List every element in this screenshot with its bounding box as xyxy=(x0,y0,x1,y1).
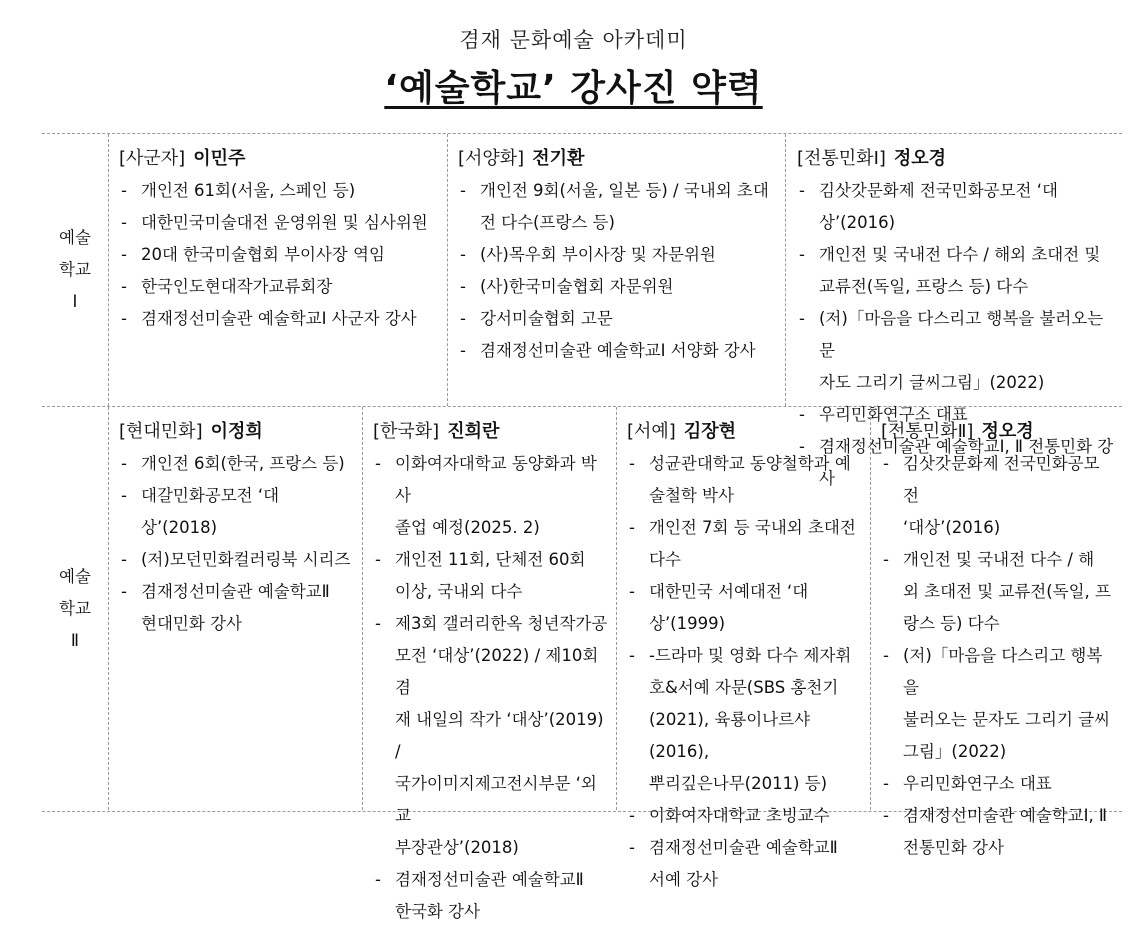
career-list xyxy=(119,175,439,335)
instructor-name: 김장현 xyxy=(683,421,736,442)
career-item: - 대한민국미술대전 운영위원 및 심사위원 xyxy=(119,207,439,239)
instructor-heading xyxy=(627,417,862,447)
instructor-category: [현대민화] xyxy=(119,421,203,442)
career-item: - 겸재정선미술관 예술학교Ⅱ 현대민화 강사 xyxy=(119,576,354,640)
career-item: - (사)한국미술협회 자문위원 xyxy=(458,271,777,303)
instructor-name: 전기환 xyxy=(532,148,585,169)
instructor-name: 정오경 xyxy=(893,148,947,169)
career-item: - 개인전 및 국내전 다수 / 해 외 초대전 및 교류전(독일, 프 랑스 등) 다수 xyxy=(881,544,1114,640)
instructor-cell xyxy=(871,407,1122,857)
career-item: - 강서미술협회 고문 xyxy=(458,303,777,335)
career-item: - 김삿갓문화제 전국민화공모전 ‘대상’(2016) xyxy=(797,175,1114,239)
instructor-category: [서양화] xyxy=(458,148,525,169)
career-item: - -드라마 및 영화 다수 제자휘 호&서예 자문(SBS 홍천기 (2021), 육룡이나르샤(2016), 뿌리깊은나무(2011) 등) xyxy=(627,640,862,800)
row-header-label: 예술 학교 Ⅱ xyxy=(59,566,91,650)
row-header-label: 예술 학교 Ⅰ xyxy=(59,228,91,311)
career-item: - 개인전 및 국내전 다수 / 해외 초대전 및 교류전(독일, 프랑스 등) 다수 xyxy=(797,239,1114,303)
career-item: - (저)모던민화컬러링북 시리즈 xyxy=(119,544,354,576)
career-item: - 개인전 6회(한국, 프랑스 등) xyxy=(119,448,354,480)
instructor-category: [서예] xyxy=(627,421,676,442)
career-item: - 우리민화연구소 대표 xyxy=(881,768,1114,800)
career-item: - 대한민국 서예대전 ‘대상’(1999) xyxy=(627,576,862,640)
instructor-heading xyxy=(119,144,439,174)
career-item: - (저)「마음을 다스리고 행복을 불러오는 문자도 그리기 글씨 그림」(2022) xyxy=(881,640,1114,768)
instructor-name: 이정희 xyxy=(210,421,263,442)
instructor-cell xyxy=(448,134,786,406)
instructor-cell xyxy=(109,134,448,406)
instructor-cell xyxy=(617,407,871,889)
career-item: - 우리민화연구소 대표 xyxy=(797,399,1114,431)
instructor-heading xyxy=(797,144,1114,174)
row-header xyxy=(42,407,109,810)
career-list xyxy=(881,448,1114,864)
career-item: - 겸재정선미술관 예술학교Ⅱ 한국화 강사 xyxy=(373,864,608,928)
career-item: - (저)「마음을 다스리고 행복을 불러오는 문 자도 그리기 글씨그림」(2022) xyxy=(797,303,1114,399)
career-item: - 20대 한국미술협회 부이사장 역임 xyxy=(119,239,439,271)
career-item: - 제3회 갤러리한옥 청년작가공 모전 ‘대상’(2022) / 제10회 겸 재 내일의 작가 ‘대상’(2019) / 국가이미지제고전시부문 ‘외교 부장관상’(2018) xyxy=(373,608,608,864)
career-item: - (사)목우회 부이사장 및 자문위원 xyxy=(458,239,777,271)
instructor-category: [전통민화Ⅰ] xyxy=(797,148,886,169)
instructor-table xyxy=(42,133,1122,921)
table-row-school-2 xyxy=(42,407,1122,921)
career-item: - 개인전 9회(서울, 일본 등) / 국내외 초대 전 다수(프랑스 등) xyxy=(458,175,777,239)
instructor-category: [전통민화Ⅱ] xyxy=(881,421,974,442)
career-item: - 성균관대학교 동양철학과 예 술철학 박사 xyxy=(627,448,862,512)
instructor-cell xyxy=(363,407,617,921)
instructor-name: 정오경 xyxy=(981,421,1034,442)
instructor-category: [사군자] xyxy=(119,148,186,169)
career-item: - 김삿갓문화제 전국민화공모전 ‘대상’(2016) xyxy=(881,448,1114,544)
career-item: - 겸재정선미술관 예술학교Ⅱ 서예 강사 xyxy=(627,832,862,896)
career-item: - 한국인도현대작가교류회장 xyxy=(119,271,439,303)
instructor-name: 진희란 xyxy=(447,421,500,442)
career-item: - 개인전 7회 등 국내외 초대전 다수 xyxy=(627,512,862,576)
instructor-heading xyxy=(458,144,777,174)
career-item: - 이화여자대학교 동양화과 박사 졸업 예정(2025. 2) xyxy=(373,448,608,544)
page-title-wrap xyxy=(0,60,1147,111)
career-item: - 겸재정선미술관 예술학교Ⅰ, Ⅱ 전통민화 강사 xyxy=(797,431,1114,495)
career-item: - 겸재정선미술관 예술학교Ⅰ, Ⅱ 전통민화 강사 xyxy=(881,800,1114,864)
instructor-heading xyxy=(373,417,608,447)
career-list xyxy=(458,175,777,367)
career-item: - 대갈민화공모전 ‘대상’(2018) xyxy=(119,480,354,544)
career-item: - 개인전 11회, 단체전 60회 이상, 국내외 다수 xyxy=(373,544,608,608)
page-subtitle: 겸재 문화예술 아카데미 xyxy=(459,28,688,52)
page-title: ‘예술학교’ 강사진 약력 xyxy=(384,68,763,109)
career-item: - 겸재정선미술관 예술학교Ⅰ 사군자 강사 xyxy=(119,303,439,335)
instructor-cell xyxy=(109,407,363,810)
career-item: - 이화여자대학교 초빙교수 xyxy=(627,800,862,832)
instructor-name: 이민주 xyxy=(193,148,246,169)
career-list xyxy=(119,448,354,640)
career-item: - 겸재정선미술관 예술학교Ⅰ 서양화 강사 xyxy=(458,335,777,367)
career-item: - 개인전 61회(서울, 스페인 등) xyxy=(119,175,439,207)
row-header xyxy=(42,134,109,406)
career-list xyxy=(627,448,862,896)
instructor-heading xyxy=(119,417,354,447)
instructor-category: [한국화] xyxy=(373,421,440,442)
career-list xyxy=(373,448,608,928)
instructor-heading xyxy=(881,417,1114,447)
